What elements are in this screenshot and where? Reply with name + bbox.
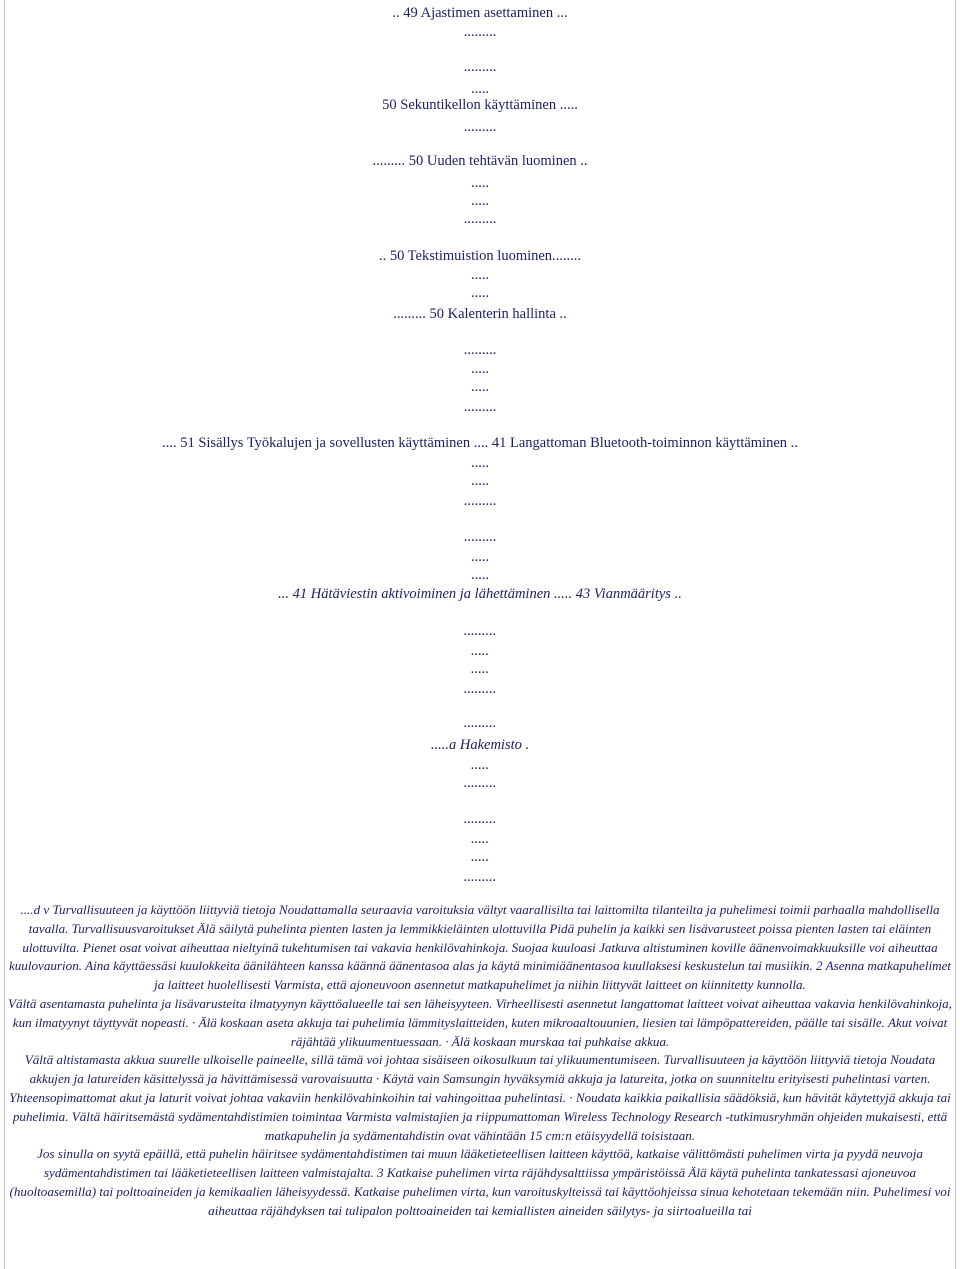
body-paragraph: Vältä altistamasta akkua suurelle ulkoiselle paineelle, sillä tämä voi johtaa sisäiseen oikosulkuun tai ylikuumentumiseen. Turvallisuuteen ja käyttöön liittyviä tietoja Noudata akkujen ja latureiden käsittelyssä ja hävittämisessä varovaisuutta · Käytä vain Samsungin hyväksymiä akkuja ja latureita, jotka on suunniteltu erityisesti puhelintasi varten. Yhteensopimattomat akut ja laturit voivat johtaa vakaviin henkilövahinkoihin tai vahingoittaa puhelintasi. · Noudata kaikkia paikallisia säädöksiä, kun hävität käytettyjä akkuja tai puhelimia. Vältä häiritsemästä sydämentahdistimien toimintaa Varmista valmistajien ja riippumattoman Wireless Technology Research -tutkimusryhmän ohjeiden mukaisesti, että matkapuhelin ja sydämentahdistin ovat vähintään 15 cm:n etäisyydellä toisistaan. [9, 1052, 951, 1143]
toc-line: ..... [470, 549, 490, 565]
toc-line: 50 Sekuntikellon käyttäminen ..... [382, 97, 578, 113]
toc-line: ..... [470, 661, 490, 677]
toc-line: .. 49 Ajastimen asettaminen ... [392, 5, 568, 21]
toc-line: ......... [463, 59, 497, 75]
toc-line: ... 41 Hätäviestin aktivoiminen ja lähettäminen ..... 43 Vianmääritys .. [278, 586, 682, 602]
toc-line: ..... [470, 567, 490, 583]
toc-line: ..... [470, 473, 490, 489]
body-paragraph: Jos sinulla on syytä epäillä, että puhelin häiritsee sydämentahdistimen tai muun lääketieteellisen laitteen käyttöä, katkaise välittömästi puhelimen virta ja pyydä neuvoja sydämentahdistimen tai lääketieteellisen laitteen valmistajalta. 3 Katkaise puhelimen virta räjähdysalttiissa ympäristöissä Älä käytä puhelinta tankatessasi ajoneuvoa (huoltoasemilla) tai polttoaineiden ja kemikaalien läheisyydessä. Katkaise puhelimen virta, kun varoituskylteissä tai käyttöohjeissa sinua kehotetaan tekemään niin. Puhelimesi voi aiheuttaa räjähdyksen tai tulipalon polttoaineiden tai kemiallisten aineiden säilytys- ja siirtoalueilla tai [9, 1146, 951, 1218]
toc-line: ..... [470, 175, 490, 191]
safety-information-text [6, 901, 954, 1269]
toc-line: ......... [463, 715, 497, 731]
toc-line: ..... [470, 81, 490, 97]
toc-line: ......... [463, 493, 497, 509]
toc-line: ..... [470, 831, 490, 847]
toc-line: .. 50 Tekstimuistion luominen........ [378, 248, 582, 264]
toc-line: ..... [470, 757, 490, 773]
toc-line: ..... [470, 193, 490, 209]
toc-line: .... 51 Sisällys Työkalujen ja sovellusten käyttäminen .... 41 Langattoman Bluetooth-toiminnon käyttäminen .. [162, 435, 798, 451]
toc-line: ..... [470, 285, 490, 301]
toc-line: ..... [470, 455, 490, 471]
toc-line: ......... [463, 24, 497, 40]
toc-line: ......... [463, 623, 497, 639]
toc-line: ......... [463, 529, 497, 545]
body-paragraph: Vältä asentamasta puhelinta ja lisävarusteita ilmatyynyn käyttöalueelle tai sen läheisyyteen. Virheellisesti asennetut langattomat laitteet voivat aiheuttaa vakavia henkilövahinkoja, kun ilmatyynyt täyttyvät nopeasti. · Älä koskaan aseta akkuja tai puhelimia lämmityslaitteiden, kuten mikroaaltouunien, liesien tai lämpöpattereiden, päälle tai sisälle. Akut voivat räjähtää ylikuumentuessaan. · Älä koskaan murskaa tai puhkaise akkua. [8, 995, 952, 1049]
toc-line: ..... [470, 379, 490, 395]
toc-line: ..... [470, 849, 490, 865]
toc-line: ......... [463, 681, 497, 697]
toc-line: ......... [463, 811, 497, 827]
toc-line: .....a Hakemisto . [430, 737, 530, 753]
toc-line: ..... [470, 361, 490, 377]
toc-line: ......... [463, 869, 497, 885]
body-paragraph: ....d v Turvallisuuteen ja käyttöön liittyviä tietoja Noudattamalla seuraavia varoituksia vältyt vaarallisilta tai laittomilta tilanteilta ja puhelimesi toimii parhaalla mahdollisella tavalla. Turvallisuusvaroitukset Älä säilytä puhelinta pienten lasten ja lemmikkieläinten ulottuvilla Pidä puhelin ja kaikki sen lisävarusteet poissa pienten lasten tai eläinten ulottuvilta. Pienet osat voivat aiheuttaa nieltyinä tukehtumisen tai vakavia henkilövahinkoja. Suojaa kuuloasi Jatkuva altistuminen koville äänenvoimakkuuksille voi aiheuttaa kuulovaurion. Aina käyttäessäsi kuulokkeita äänilähteen kanssa käännä äänentasoa alas ja käytä minimiäänentasoa kuullaksesi keskustelun tai musiikin. 2 Asenna matkapuhelimet ja laitteet huolellisesti Varmista, että ajoneuvoon asennetut matkapuhelimet ja niihin liittyvät laitteet on kiinnitetty kunnolla. [8, 902, 952, 993]
toc-line: ......... [463, 399, 497, 415]
toc-line: ..... [470, 643, 490, 659]
toc-line: ......... 50 Kalenterin hallinta .. [393, 306, 567, 322]
toc-line: ......... 50 Uuden tehtävän luominen .. [372, 153, 588, 169]
toc-line: ......... [463, 342, 497, 358]
toc-line: ..... [470, 267, 490, 283]
toc-line: ......... [463, 119, 497, 135]
toc-line: ......... [463, 775, 497, 791]
toc-line: ......... [463, 211, 497, 227]
